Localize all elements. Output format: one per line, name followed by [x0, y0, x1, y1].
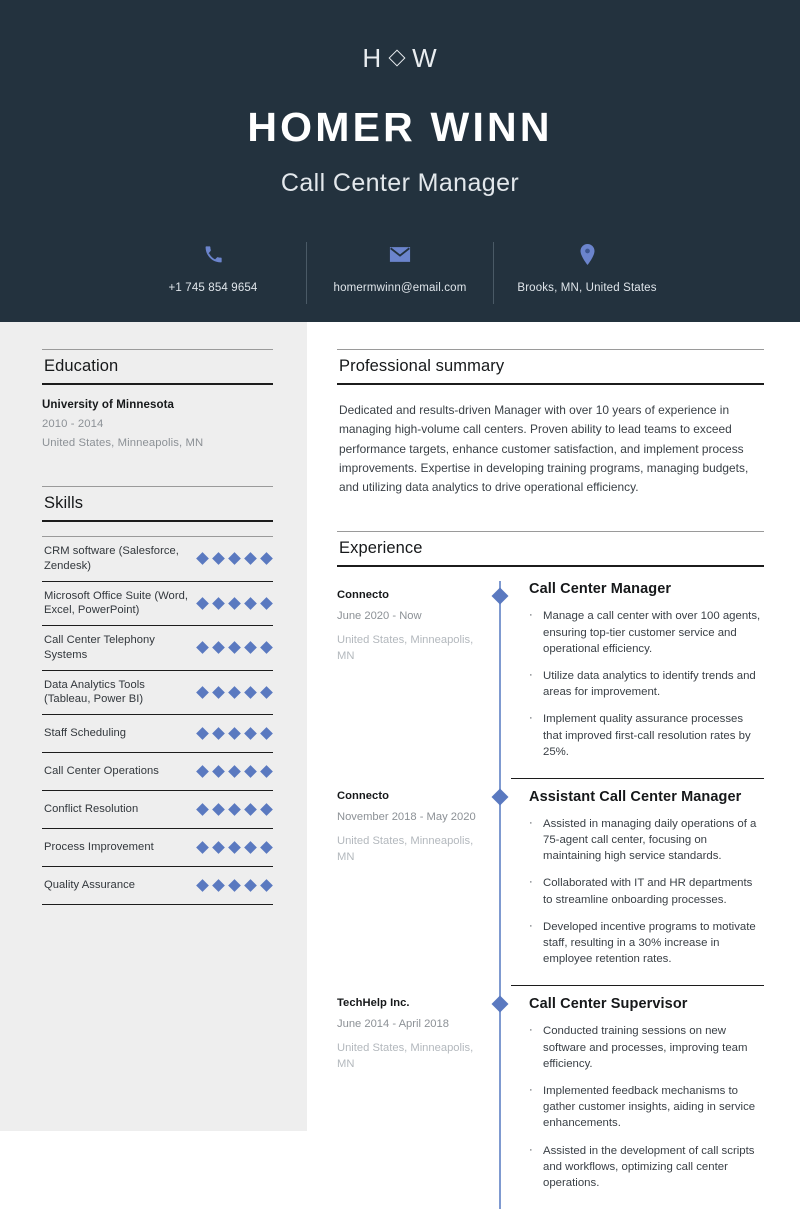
summary-section-header [337, 349, 764, 385]
bullet-dot-icon: · [529, 816, 533, 829]
experience-list [337, 581, 764, 1209]
timeline-line [499, 778, 501, 986]
skill-name: CRM software (Salesforce, Zendesk) [44, 545, 179, 572]
experience-item [337, 581, 764, 778]
skill-name: Microsoft Office Suite (Word, Excel, PowerPoint) [44, 589, 189, 617]
experience-bullet [529, 608, 764, 657]
candidate-job-title: Call Center Manager [280, 169, 520, 197]
envelope-icon [389, 240, 411, 268]
contact-phone-text: +1 745 854 9654 [168, 282, 258, 294]
experience-meta [337, 778, 489, 986]
diamond-icon [244, 552, 257, 565]
diamond-icon [196, 597, 209, 610]
diamond-icon [260, 765, 273, 778]
experience-section-header [337, 531, 764, 567]
skills-title: Skills [44, 494, 84, 512]
skill-row [42, 715, 273, 753]
experience-bullet-text: Assisted in the development of call scripts and workflows, optimizing call center operations. [543, 1144, 755, 1189]
experience-bullet-text: Implemented feedback mechanisms to gather customer insights, aiding in service enhancements. [543, 1084, 756, 1130]
diamond-icon [196, 552, 209, 565]
timeline-line [499, 985, 501, 1209]
diamond-icon [244, 879, 257, 892]
bullet-dot-icon: · [529, 1143, 533, 1156]
diamond-icon [228, 803, 241, 816]
skill-name: Process Improvement [44, 841, 154, 854]
experience-detail [511, 581, 764, 778]
section-spacer [42, 456, 273, 486]
skill-row [42, 582, 273, 627]
diamond-icon [196, 642, 209, 655]
diamond-icon [212, 841, 225, 854]
skill-rating [198, 643, 273, 652]
experience-bullet-text: Utilize data analytics to identify trends and areas for improvement. [543, 669, 756, 699]
diamond-icon [212, 765, 225, 778]
experience-title: Experience [339, 539, 423, 558]
diamond-icon [212, 597, 225, 610]
education-location: United States, Minneapolis, MN [42, 437, 204, 449]
skill-rating [198, 729, 273, 738]
experience-bullet [529, 919, 764, 968]
monogram-logo [0, 38, 800, 78]
experience-company: Connecto [337, 589, 389, 602]
candidate-name: HOMER WINN [247, 104, 553, 150]
experience-item [337, 778, 764, 986]
experience-location: United States, Minneapolis, MN [337, 1042, 474, 1071]
sidebar [0, 322, 307, 1131]
experience-bullet-text: Collaborated with IT and HR departments to streamline onboarding processes. [543, 877, 753, 906]
contact-item-phone[interactable] [120, 240, 306, 294]
skill-rating [198, 805, 273, 814]
timeline-diamond-icon [492, 996, 509, 1013]
skill-name: Quality Assurance [44, 879, 136, 892]
diamond-icon [196, 803, 209, 816]
experience-meta [337, 581, 489, 778]
diamond-icon [244, 765, 257, 778]
education-title: Education [44, 357, 119, 375]
experience-bullet-text: Conducted training sessions on new software and processes, improving team efficiency. [543, 1025, 748, 1070]
diamond-icon [212, 552, 225, 565]
skill-row [42, 867, 273, 905]
timeline-diamond-icon [492, 588, 509, 605]
skill-rating [198, 843, 273, 852]
location-pin-icon [579, 240, 596, 268]
skill-rating [198, 767, 273, 776]
experience-dates: November 2018 - May 2020 [337, 810, 476, 823]
experience-timeline [489, 778, 511, 986]
skill-rating [198, 599, 273, 608]
diamond-icon [228, 841, 241, 854]
diamond-icon [260, 686, 273, 699]
experience-bullet [529, 711, 764, 760]
diamond-icon [196, 727, 209, 740]
diamond-icon [228, 879, 241, 892]
skill-row [42, 671, 273, 716]
diamond-icon [228, 642, 241, 655]
timeline-diamond-icon [492, 788, 509, 805]
experience-item [337, 985, 764, 1209]
skill-rating [198, 554, 273, 563]
bullet-dot-icon: · [529, 876, 533, 889]
monogram-initial-right: W [412, 42, 438, 73]
diamond-outline-icon [389, 50, 406, 67]
diamond-icon [260, 552, 273, 565]
diamond-icon [244, 803, 257, 816]
experience-bullet [529, 816, 764, 865]
skill-row [42, 626, 273, 671]
diamond-icon [244, 841, 257, 854]
skills-list [42, 536, 273, 905]
skill-row [42, 536, 273, 582]
skill-name: Staff Scheduling [44, 727, 127, 740]
diamond-icon [228, 686, 241, 699]
experience-role: Call Center Supervisor [529, 996, 688, 1013]
skill-name: Data Analytics Tools (Tableau, Power BI) [44, 678, 145, 706]
contact-location-text: Brooks, MN, United States [517, 282, 657, 294]
diamond-icon [228, 727, 241, 740]
experience-bullet-text: Developed incentive programs to motivate staff, resulting in a 30% increase in employee retention rates. [543, 920, 756, 966]
skill-name: Call Center Telephony Systems [44, 634, 155, 661]
skill-name: Call Center Operations [44, 765, 159, 778]
bullet-dot-icon: · [529, 919, 533, 932]
resume-body [0, 322, 800, 1189]
diamond-icon [212, 727, 225, 740]
experience-detail [511, 778, 764, 986]
experience-dates: June 2014 - April 2018 [337, 1018, 449, 1031]
diamond-icon [212, 803, 225, 816]
experience-company: Connecto [337, 789, 389, 802]
main-column [307, 322, 800, 1189]
experience-role: Call Center Manager [529, 581, 672, 598]
skill-row [42, 829, 273, 867]
diamond-icon [260, 841, 273, 854]
diamond-icon [196, 879, 209, 892]
experience-meta [337, 985, 489, 1209]
section-spacer [337, 497, 764, 531]
bullet-dot-icon: · [529, 1024, 533, 1037]
skill-row [42, 753, 273, 791]
experience-bullet [529, 875, 764, 907]
education-school: University of Minnesota [42, 399, 175, 411]
experience-bullets [529, 816, 764, 968]
diamond-icon [260, 597, 273, 610]
diamond-icon [212, 642, 225, 655]
diamond-icon [260, 727, 273, 740]
diamond-icon [196, 765, 209, 778]
bullet-dot-icon: · [529, 668, 533, 681]
diamond-icon [244, 727, 257, 740]
resume-header [0, 0, 800, 322]
experience-bullet [529, 1083, 764, 1132]
education-entry [42, 399, 273, 449]
experience-dates: June 2020 - Now [337, 610, 422, 623]
experience-location: United States, Minneapolis, MN [337, 634, 474, 663]
experience-company: TechHelp Inc. [337, 997, 410, 1010]
diamond-icon [196, 841, 209, 854]
skill-name: Conflict Resolution [44, 803, 139, 816]
summary-text: Dedicated and results-driven Manager with over 10 years of experience in managing high-volume call centers. Proven ability to lead teams to exceed performance targets, enhance customer satisfaction, and implement process improvements. Expertise in developing training programs, managing budgets, and utilizing data analytics to drive operational efficiency. [339, 403, 749, 495]
experience-bullet-text: Manage a call center with over 100 agents, ensuring top-tier customer service and operational efficiency. [543, 610, 761, 655]
experience-bullet [529, 1143, 764, 1192]
experience-detail [511, 985, 764, 1209]
diamond-icon [212, 879, 225, 892]
skills-section-header [42, 486, 273, 522]
contact-row [0, 240, 800, 312]
experience-location: United States, Minneapolis, MN [337, 834, 474, 863]
experience-bullet [529, 1023, 764, 1072]
experience-role: Assistant Call Center Manager [529, 788, 742, 805]
experience-timeline [489, 985, 511, 1209]
diamond-icon [244, 597, 257, 610]
experience-timeline [489, 581, 511, 778]
diamond-icon [244, 686, 257, 699]
experience-bullets [529, 608, 764, 760]
bullet-dot-icon: · [529, 1083, 533, 1096]
contact-item-location[interactable] [494, 240, 680, 294]
experience-bullet-text: Assisted in managing daily operations of a 75-agent call center, focusing on maintaining high service standards. [543, 817, 757, 863]
skill-row [42, 791, 273, 829]
education-section-header [42, 349, 273, 385]
timeline-line [499, 581, 501, 778]
experience-bullets [529, 1023, 764, 1191]
experience-bullet-text: Implement quality assurance processes that improved first-call resolution rates by 25%. [543, 713, 751, 758]
diamond-icon [228, 765, 241, 778]
phone-icon [204, 240, 223, 268]
diamond-icon [260, 803, 273, 816]
diamond-icon [196, 686, 209, 699]
diamond-icon [244, 642, 257, 655]
bullet-dot-icon: · [529, 712, 533, 725]
contact-email-text: homermwinn@email.com [333, 282, 467, 294]
diamond-icon [228, 552, 241, 565]
experience-bullet [529, 668, 764, 700]
diamond-icon [260, 879, 273, 892]
skill-rating [198, 688, 273, 697]
diamond-icon [228, 597, 241, 610]
summary-title: Professional summary [339, 357, 505, 375]
diamond-icon [212, 686, 225, 699]
education-dates: 2010 - 2014 [42, 418, 104, 430]
contact-item-email[interactable] [307, 240, 493, 294]
skill-rating [198, 881, 273, 890]
bullet-dot-icon: · [529, 609, 533, 622]
monogram-initial-left: H [362, 42, 383, 73]
diamond-icon [260, 642, 273, 655]
